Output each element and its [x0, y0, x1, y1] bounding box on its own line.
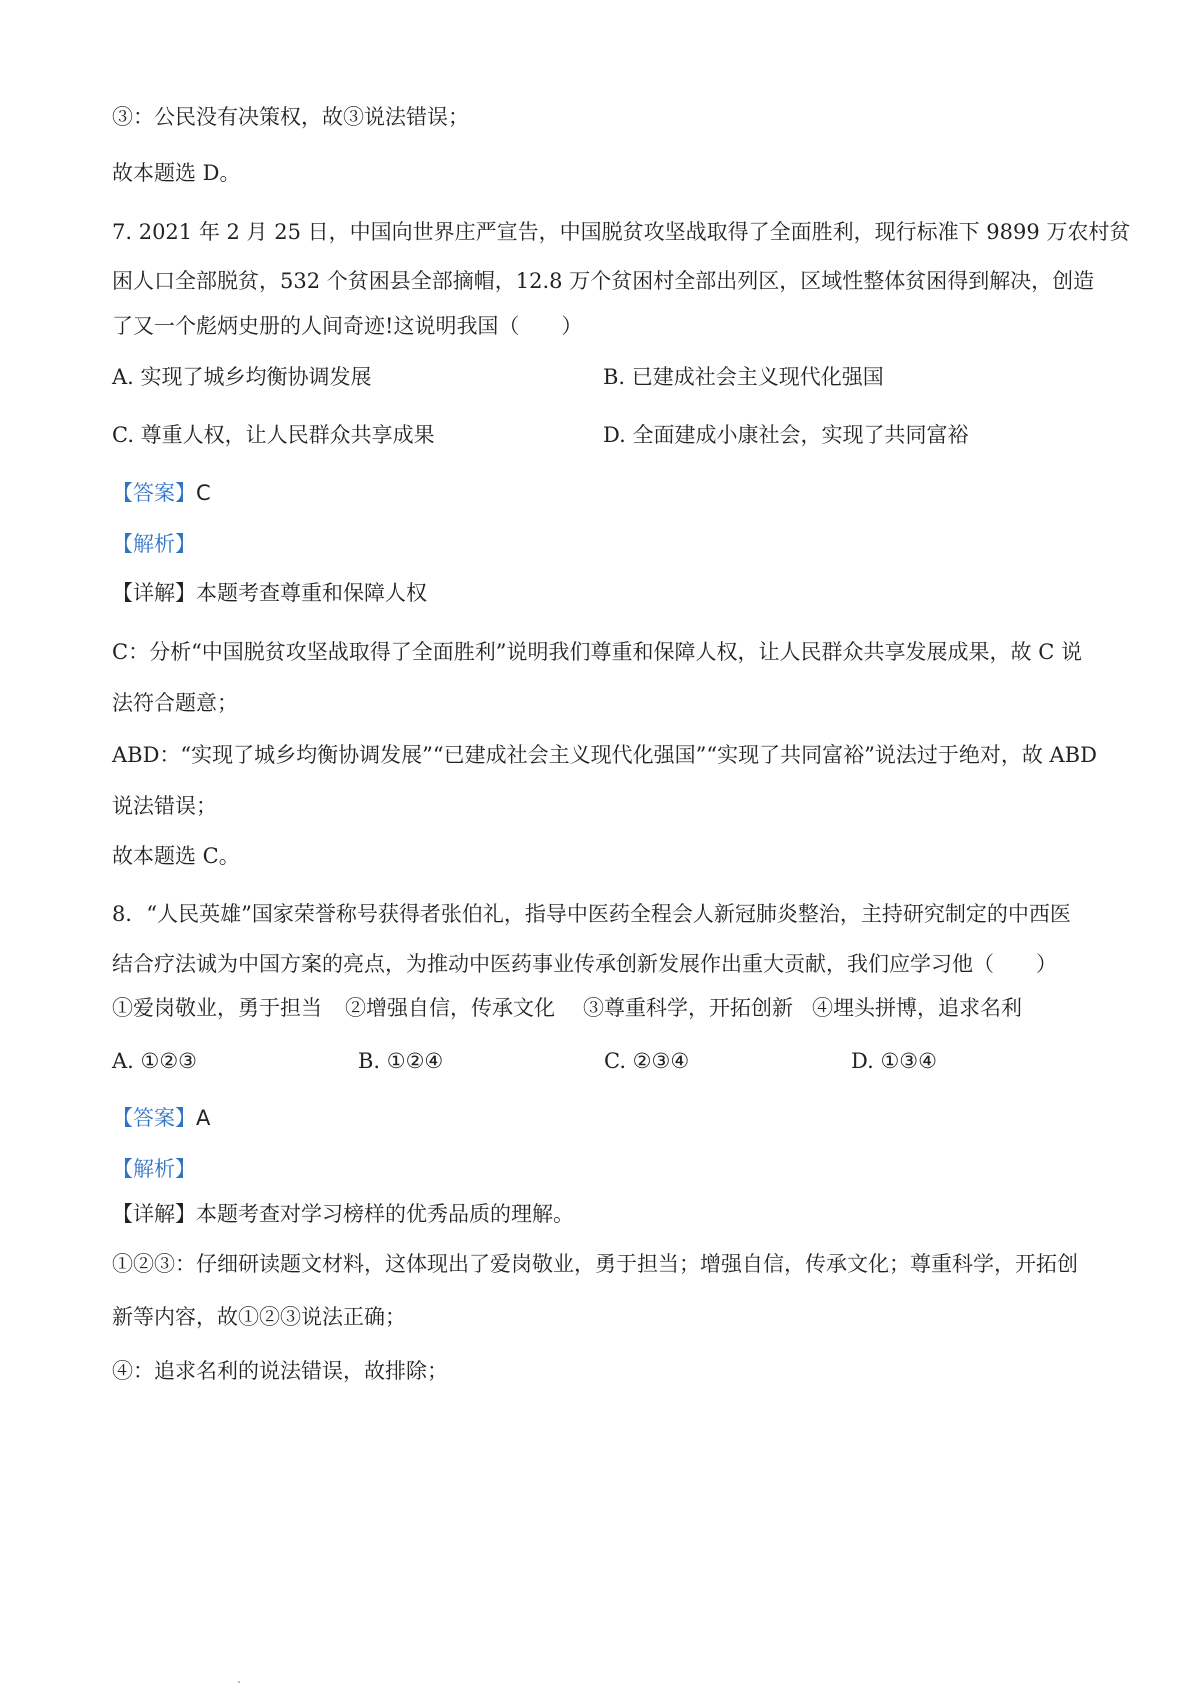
q8-statement-1: ①爱岗敬业，勇于担当	[112, 996, 322, 1020]
q7-option-a: A. 实现了城乡均衡协调发展	[112, 365, 372, 389]
q8-explanation-line-1: ①②③：仔细研读题文材料，这体现出了爱岗敬业，勇于担当；增强自信，传承文化；尊重科学，开拓创	[112, 1252, 1078, 1276]
q7-stem-line-1: 7. 2021 年 2 月 25 日，中国向世界庄严宣告，中国脱贫攻坚战取得了全面胜利，现行标准下 9899 万农村贫	[112, 220, 1131, 244]
prev-conclusion: 故本题选 D。	[112, 161, 241, 185]
q8-explanation-line-3: ④：追求名利的说法错误，故排除；	[112, 1359, 448, 1383]
q8-statement-3: ③尊重科学，开拓创新	[583, 996, 793, 1020]
q8-answer-tag: 【答案】	[112, 1106, 196, 1130]
q7-stem-line-2: 困人口全部脱贫，532 个贫困县全部摘帽，12.8 万个贫困村全部出列区，区域性整体贫困得到解决，创造	[112, 269, 1095, 293]
q8-explanation-line-2: 新等内容，故①②③说法正确；	[112, 1305, 406, 1329]
q8-option-d: D. ①③④	[851, 1049, 937, 1073]
q8-stem-line-2: 结合疗法诚为中国方案的亮点，为推动中医药事业传承创新发展作出重大贡献，我们应学习他（ ）	[112, 952, 1057, 976]
q7-explanation-abd-line-1: ABD：“实现了城乡均衡协调发展”“已建成社会主义现代化强国”“实现了共同富裕”说法过于绝对，故 ABD	[112, 743, 1097, 767]
q7-explanation-c-line-2: 法符合题意；	[112, 691, 238, 715]
q7-option-c: C. 尊重人权，让人民群众共享成果	[112, 423, 435, 447]
q8-analysis-tag: 【解析】	[112, 1157, 196, 1181]
q8-answer-row	[112, 1104, 210, 1132]
q8-answer: A	[196, 1106, 211, 1130]
q7-option-d: D. 全面建成小康社会，实现了共同富裕	[603, 423, 969, 447]
q8-statement-4: ④埋头拼博，追求名利	[812, 996, 1022, 1020]
q7-answer-tag: 【答案】	[112, 481, 196, 505]
q7-explanation-c-line-1: C：分析“中国脱贫攻坚战取得了全面胜利”说明我们尊重和保障人权，让人民群众共享发展成果，故 C 说	[112, 640, 1082, 664]
q7-conclusion: 故本题选 C。	[112, 844, 240, 868]
q8-option-a: A. ①②③	[112, 1049, 197, 1073]
q8-detail: 【详解】本题考查对学习榜样的优秀品质的理解。	[112, 1202, 574, 1226]
q7-detail: 【详解】本题考查尊重和保障人权	[112, 581, 427, 605]
q7-answer: C	[196, 481, 211, 505]
q8-stem-line-1: 8．“人民英雄”国家荣誉称号获得者张伯礼，指导中医药全程会人新冠肺炎整治，主持研究制定的中西医	[112, 902, 1071, 926]
page-speck	[238, 1681, 240, 1683]
q8-option-c: C. ②③④	[604, 1049, 690, 1073]
q8-option-b: B. ①②④	[358, 1049, 444, 1073]
q7-explanation-abd-line-2: 说法错误；	[112, 794, 217, 818]
q8-statement-2: ②增强自信，传承文化	[345, 996, 555, 1020]
q7-stem-line-3: 了又一个彪炳史册的人间奇迹!这说明我国（ ）	[112, 314, 583, 338]
q7-analysis-tag: 【解析】	[112, 532, 196, 556]
q7-option-b: B. 已建成社会主义现代化强国	[603, 365, 884, 389]
prev-explanation-line-3: ③：公民没有决策权，故③说法错误；	[112, 105, 469, 129]
q7-answer-row	[112, 479, 211, 507]
